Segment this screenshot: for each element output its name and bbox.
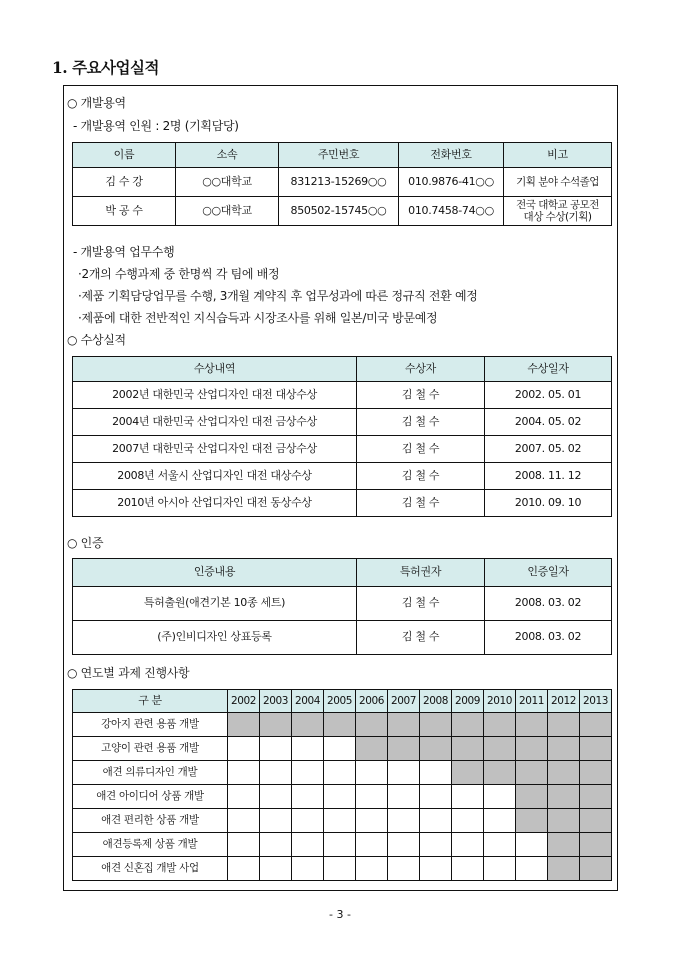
- table-header-row: [73, 143, 612, 168]
- table-row: [73, 809, 612, 833]
- progress-table: [72, 689, 612, 881]
- progress-cell: [452, 809, 484, 833]
- table-cell: 김 수 강: [73, 168, 176, 197]
- table-header: 전화번호: [399, 143, 504, 168]
- table-cell: 박 공 수: [73, 197, 176, 226]
- progress-cell: [356, 809, 388, 833]
- table-cell: 2004. 05. 02: [485, 409, 612, 436]
- progress-cell: [388, 857, 420, 881]
- cert-heading: ○ 인증: [67, 536, 104, 550]
- page-number: - 3 -: [329, 908, 351, 921]
- progress-cell: [484, 857, 516, 881]
- dev-heading: ○ 개발용역: [67, 96, 126, 110]
- table-cell: ○○대학교: [176, 197, 279, 226]
- progress-cell-active: [452, 713, 484, 737]
- progress-cell-active: [484, 737, 516, 761]
- progress-cell-active: [580, 809, 612, 833]
- progress-cell: [260, 809, 292, 833]
- task-name: 애견 의류디자인 개발: [73, 761, 228, 785]
- year-header: 2009: [452, 690, 484, 713]
- table-cell: 김 철 수: [357, 436, 485, 463]
- table-row: [73, 168, 612, 197]
- awards-table: [72, 356, 612, 517]
- table-cell: 2010. 09. 10: [485, 490, 612, 517]
- table-cell: 2008. 03. 02: [485, 621, 612, 655]
- dev-staff-table: [72, 142, 612, 226]
- year-header: 2004: [292, 690, 324, 713]
- year-header: 2005: [324, 690, 356, 713]
- cert-table: [72, 558, 612, 655]
- table-cell: 850502-15745○○: [279, 197, 399, 226]
- table-cell: 2002. 05. 01: [485, 382, 612, 409]
- table-row: [73, 197, 612, 226]
- table-cell: 2008년 서울시 산업디자인 대전 대상수상: [73, 463, 357, 490]
- progress-cell: [228, 857, 260, 881]
- progress-cell: [324, 833, 356, 857]
- year-header: 2013: [580, 690, 612, 713]
- task-name: 애견 편리한 상품 개발: [73, 809, 228, 833]
- progress-cell: [324, 737, 356, 761]
- progress-cell-active: [548, 833, 580, 857]
- progress-cell: [452, 857, 484, 881]
- table-row: [73, 463, 612, 490]
- table-row: [73, 490, 612, 517]
- progress-cell: [292, 857, 324, 881]
- progress-cell: [420, 833, 452, 857]
- table-header: 특허권자: [357, 559, 485, 587]
- progress-cell: [356, 761, 388, 785]
- progress-cell: [516, 857, 548, 881]
- progress-cell: [228, 761, 260, 785]
- progress-cell-active: [452, 761, 484, 785]
- progress-cell: [388, 761, 420, 785]
- progress-cell-active: [548, 785, 580, 809]
- table-header: 인증일자: [485, 559, 612, 587]
- progress-cell: [356, 833, 388, 857]
- progress-cell-active: [580, 737, 612, 761]
- progress-cell-active: [324, 713, 356, 737]
- dev-duty-heading: - 개발용역 업무수행: [73, 245, 175, 259]
- task-name: 애견 신혼집 개발 사업: [73, 857, 228, 881]
- task-name: 고양이 관련 용품 개발: [73, 737, 228, 761]
- progress-cell: [292, 833, 324, 857]
- table-header-row: [73, 559, 612, 587]
- progress-cell-active: [516, 713, 548, 737]
- table-cell: 831213-15269○○: [279, 168, 399, 197]
- progress-cell-active: [548, 713, 580, 737]
- progress-cell-active: [228, 713, 260, 737]
- table-cell: 김 철 수: [357, 621, 485, 655]
- progress-cell: [292, 809, 324, 833]
- table-row: [73, 761, 612, 785]
- progress-cell-active: [420, 737, 452, 761]
- table-header: 비고: [504, 143, 612, 168]
- progress-cell: [356, 857, 388, 881]
- progress-cell: [420, 809, 452, 833]
- table-header: 수상내역: [73, 357, 357, 382]
- table-header-row: [73, 690, 612, 713]
- progress-cell: [260, 785, 292, 809]
- task-name: 애견 아이디어 상품 개발: [73, 785, 228, 809]
- table-header: 소속: [176, 143, 279, 168]
- progress-cell-active: [452, 737, 484, 761]
- progress-cell: [484, 785, 516, 809]
- progress-cell-active: [516, 785, 548, 809]
- page-title: 1. 주요사업실적: [52, 58, 159, 77]
- table-cell: 010.9876-41○○: [399, 168, 504, 197]
- year-header: 2008: [420, 690, 452, 713]
- table-cell: ○○대학교: [176, 168, 279, 197]
- progress-cell: [388, 785, 420, 809]
- progress-cell-active: [484, 713, 516, 737]
- progress-cell-active: [516, 809, 548, 833]
- awards-heading: ○ 수상실적: [67, 333, 126, 347]
- table-row: [73, 785, 612, 809]
- table-header-row: [73, 357, 612, 382]
- table-cell: 김 철 수: [357, 463, 485, 490]
- year-header: 2011: [516, 690, 548, 713]
- table-header: 수상일자: [485, 357, 612, 382]
- progress-cell: [452, 833, 484, 857]
- table-header: 주민번호: [279, 143, 399, 168]
- table-header: 수상자: [357, 357, 485, 382]
- table-cell: 김 철 수: [357, 382, 485, 409]
- progress-cell: [388, 809, 420, 833]
- table-cell: 2008. 03. 02: [485, 587, 612, 621]
- progress-cell: [324, 761, 356, 785]
- progress-cell-active: [580, 857, 612, 881]
- dev-bullet: ·2개의 수행과제 중 한명씩 각 팀에 배정: [78, 267, 280, 281]
- year-header: 2002: [228, 690, 260, 713]
- table-cell: 김 철 수: [357, 490, 485, 517]
- progress-cell-active: [548, 761, 580, 785]
- table-cell: (주)인비디자인 상표등록: [73, 621, 357, 655]
- table-row: [73, 436, 612, 463]
- table-cell: 2008. 11. 12: [485, 463, 612, 490]
- progress-cell-active: [484, 761, 516, 785]
- progress-cell-active: [420, 713, 452, 737]
- progress-cell: [292, 737, 324, 761]
- progress-cell: [516, 833, 548, 857]
- year-header: 2012: [548, 690, 580, 713]
- year-header: 2006: [356, 690, 388, 713]
- progress-cell: [324, 809, 356, 833]
- table-row: [73, 587, 612, 621]
- progress-cell: [228, 785, 260, 809]
- table-cell: 2004년 대한민국 산업디자인 대전 금상수상: [73, 409, 357, 436]
- table-cell: 특허출원(애견기본 10종 세트): [73, 587, 357, 621]
- progress-cell: [292, 785, 324, 809]
- table-cell: 기획 분야 수석졸업: [504, 168, 612, 197]
- progress-cell: [260, 737, 292, 761]
- progress-cell-active: [580, 761, 612, 785]
- progress-cell: [228, 809, 260, 833]
- progress-cell-active: [356, 713, 388, 737]
- progress-cell-active: [548, 809, 580, 833]
- progress-cell: [228, 833, 260, 857]
- progress-cell-active: [516, 737, 548, 761]
- table-cell: 김 철 수: [357, 409, 485, 436]
- table-cell: 전국 대학교 공모전 대상 수상(기획): [504, 197, 612, 226]
- year-header: 2007: [388, 690, 420, 713]
- table-cell: 2007년 대한민국 산업디자인 대전 금상수상: [73, 436, 357, 463]
- progress-cell-active: [388, 713, 420, 737]
- progress-cell: [356, 785, 388, 809]
- progress-heading: ○ 연도별 과제 진행사항: [67, 666, 190, 680]
- table-cell: 김 철 수: [357, 587, 485, 621]
- table-cell: 2002년 대한민국 산업디자인 대전 대상수상: [73, 382, 357, 409]
- progress-cell-active: [516, 761, 548, 785]
- progress-cell-active: [356, 737, 388, 761]
- progress-cell: [484, 833, 516, 857]
- progress-cell-active: [388, 737, 420, 761]
- table-header: 이름: [73, 143, 176, 168]
- table-row: [73, 833, 612, 857]
- task-name: 강아지 관련 용품 개발: [73, 713, 228, 737]
- table-cell: 2007. 05. 02: [485, 436, 612, 463]
- table-cell: 2010년 아시아 산업디자인 대전 동상수상: [73, 490, 357, 517]
- progress-cell: [292, 761, 324, 785]
- progress-cell-active: [548, 737, 580, 761]
- progress-cell: [388, 833, 420, 857]
- table-row: [73, 409, 612, 436]
- dev-bullet: ·제품에 대한 전반적인 지식습득과 시장조사를 위해 일본/미국 방문예정: [78, 311, 438, 325]
- table-row: [73, 621, 612, 655]
- progress-cell: [420, 761, 452, 785]
- dev-staff-line: - 개발용역 인원 : 2명 (기획담당): [73, 119, 239, 133]
- progress-cell: [484, 809, 516, 833]
- progress-cell: [228, 737, 260, 761]
- year-header: 2003: [260, 690, 292, 713]
- progress-cell: [260, 857, 292, 881]
- progress-cell: [420, 785, 452, 809]
- progress-cell: [452, 785, 484, 809]
- progress-cell-active: [580, 833, 612, 857]
- progress-cell-active: [292, 713, 324, 737]
- table-row: [73, 857, 612, 881]
- table-row: [73, 737, 612, 761]
- progress-cell: [324, 857, 356, 881]
- progress-cell-active: [580, 713, 612, 737]
- table-header: 구 분: [73, 690, 228, 713]
- table-row: [73, 382, 612, 409]
- task-name: 애견등록제 상품 개발: [73, 833, 228, 857]
- progress-cell: [420, 857, 452, 881]
- progress-cell: [324, 785, 356, 809]
- progress-cell-active: [260, 713, 292, 737]
- progress-cell: [260, 833, 292, 857]
- table-header: 인증내용: [73, 559, 357, 587]
- progress-cell-active: [548, 857, 580, 881]
- dev-bullet: ·제품 기획담당업무를 수행, 3개월 계약직 후 업무성과에 따른 정규직 전환 예정: [78, 289, 478, 303]
- progress-cell-active: [580, 785, 612, 809]
- progress-cell: [260, 761, 292, 785]
- year-header: 2010: [484, 690, 516, 713]
- table-row: [73, 713, 612, 737]
- table-cell: 010.7458-74○○: [399, 197, 504, 226]
